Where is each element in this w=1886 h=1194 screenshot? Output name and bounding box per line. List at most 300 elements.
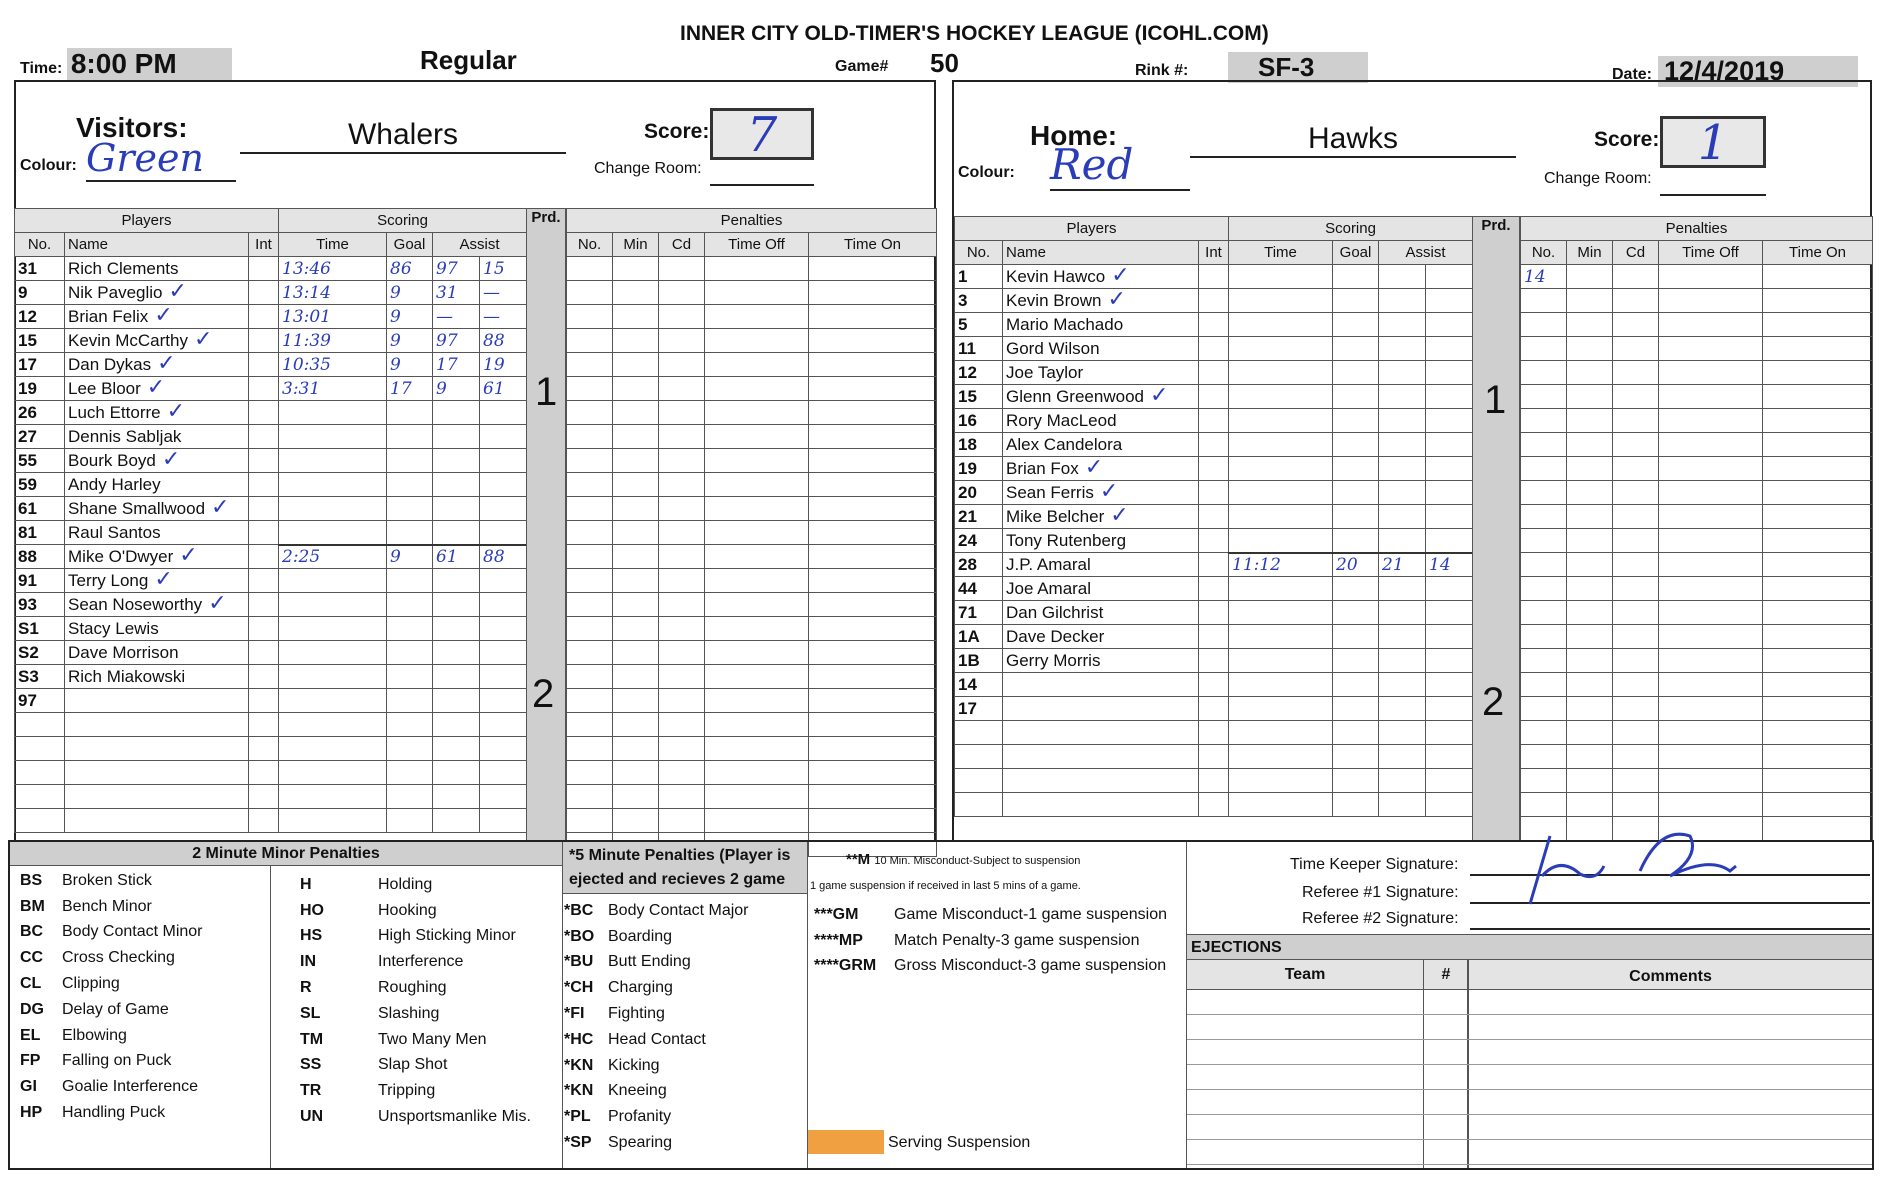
scoring-row [279,305,527,329]
scoring-time [279,737,387,761]
visitors-players-header: Players [15,209,279,233]
penalty-time-off [1659,673,1763,697]
penalty-number [567,713,613,737]
home-players-table [954,216,1229,817]
penalty-description: Match Penalty-3 game suspension [894,931,1140,949]
penalty-number [567,737,613,761]
scoring-row [279,713,527,737]
player-row [15,809,279,833]
penalty-description: Game Misconduct-1 game suspension [894,905,1168,923]
player-name-cell [65,545,249,569]
penalty-row [567,593,937,617]
penalty-cd [1613,673,1659,697]
player-name-cell [1003,313,1199,337]
player-name: Alex Candelora [1006,435,1123,454]
home-scoring-table [1228,216,1473,817]
scoring-assist2 [1426,769,1473,793]
penalty-cd [1613,577,1659,601]
visitors-period-1: 1 [535,370,558,414]
attendance-check-icon: ✓ [166,400,186,423]
scoring-assist2 [480,737,527,761]
penalty-time-on [809,737,937,761]
attendance-check-icon: ✓ [1111,264,1130,287]
player-int [249,809,279,833]
penalty-time-off [1659,265,1763,289]
col-cd: Cd [659,233,705,257]
player-name-cell [65,425,249,449]
penalty-legend-item [300,872,562,898]
scoring-goal [387,761,433,785]
player-row [955,697,1229,721]
scoring-goal: 9 [387,329,433,353]
penalty-min [1567,313,1613,337]
player-name: Gord Wilson [1006,339,1100,358]
scoring-goal: 9 [387,305,433,329]
scoring-assist2 [1426,577,1473,601]
scoring-assist1 [433,425,480,449]
penalty-min [1567,793,1613,817]
penalty-cd [1613,529,1659,553]
player-row [15,281,279,305]
penalty-min [1567,673,1613,697]
scoring-row [1229,457,1473,481]
penalty-code: HO [300,901,324,919]
penalty-time-on [809,545,937,569]
home-scoring-header: Scoring [1229,217,1473,241]
player-name: Dave Decker [1006,627,1105,646]
ejection-row [1187,1065,1872,1090]
player-name-cell [1003,289,1199,313]
col-time-on: Time On [809,233,937,257]
minor-divider [270,866,271,1168]
penalty-number [1521,745,1567,769]
visitors-label: Visitors: [76,112,188,143]
player-row [955,481,1229,505]
scoring-time [1229,673,1333,697]
player-int [1199,481,1229,505]
penalty-code: SS [300,1056,322,1074]
player-name: Dennis Sabljak [68,427,182,446]
player-row [955,793,1229,817]
scoring-assist1 [1379,385,1426,409]
scoring-assist2 [1426,361,1473,385]
minor-penalties-right [300,872,562,1130]
scoring-row [279,521,527,545]
player-int [1199,649,1229,673]
home-colour-label: Colour: [958,164,1015,181]
col-goal: Goal [1333,241,1379,265]
penalty-row [1521,769,1873,793]
referee2-signature-line[interactable] [1470,928,1870,930]
player-name-cell [1003,625,1199,649]
visitors-change-room-label: Change Room: [594,160,702,177]
player-int [1199,313,1229,337]
penalty-description: Body Contact Major [608,901,749,919]
penalty-row [567,377,937,401]
penalty-description: Kicking [608,1056,660,1074]
scoring-goal [1333,601,1379,625]
player-int [1199,673,1229,697]
penalty-time-on [1763,361,1873,385]
penalty-description: Broken Stick [62,871,152,889]
player-row [955,289,1229,313]
scoring-time [1229,649,1333,673]
scoring-assist1 [433,689,480,713]
scoring-goal: 17 [387,377,433,401]
penalty-row [1521,553,1873,577]
home-score-label: Score: [1594,128,1660,151]
player-int [249,569,279,593]
col-name: Name [1003,241,1199,265]
scoring-assist2 [1426,793,1473,817]
home-change-room-line [1660,194,1766,196]
scoring-assist1 [433,665,480,689]
penalty-legend-item [300,924,562,950]
visitors-score-label: Score: [644,120,710,143]
ejection-row [1187,1040,1872,1065]
scoring-goal: 9 [387,545,433,569]
penalty-cd [659,401,705,425]
scoring-goal [387,521,433,545]
player-number: 11 [955,337,1003,361]
attendance-check-icon: ✓ [161,448,181,471]
player-name-cell [1003,577,1199,601]
player-number: 14 [955,673,1003,697]
scoring-time [1229,769,1333,793]
game-value: 50 [930,48,959,78]
scoring-time [1229,385,1333,409]
penalty-code: *CH [564,979,594,997]
penalty-number [1521,313,1567,337]
penalty-time-off [1659,409,1763,433]
penalty-number [1521,721,1567,745]
scoring-assist2 [480,617,527,641]
penalty-min [613,713,659,737]
player-row [15,689,279,713]
scoring-assist1 [1379,505,1426,529]
player-int [249,377,279,401]
scoring-row [279,665,527,689]
scoring-assist1 [433,497,480,521]
penalty-cd [1613,793,1659,817]
penalty-time-off [1659,649,1763,673]
player-row [955,625,1229,649]
penalty-legend-item [20,1074,270,1100]
player-int [1199,385,1229,409]
penalty-min [613,305,659,329]
penalty-legend-item [564,898,806,924]
player-number: 28 [955,553,1003,577]
penalty-time-on [809,377,937,401]
scoring-time [1229,409,1333,433]
scoring-goal [1333,697,1379,721]
player-int [1199,577,1229,601]
scoring-assist1 [433,785,480,809]
player-int [249,641,279,665]
player-int [249,713,279,737]
player-int [1199,409,1229,433]
attendance-check-icon: ✓ [146,376,166,399]
scoring-goal [387,617,433,641]
penalty-time-off [1659,481,1763,505]
scoring-assist1: 9 [433,377,480,401]
penalty-time-on [1763,337,1873,361]
penalty-time-off [1659,793,1763,817]
penalty-number [1521,601,1567,625]
player-name-cell [65,473,249,497]
player-name-cell [1003,505,1199,529]
ejection-row [1187,1140,1872,1165]
penalty-description: Goalie Interference [62,1078,199,1096]
penalty-time-off [705,281,809,305]
player-name: Brian Felix [68,307,149,326]
penalty-time-off [705,497,809,521]
penalty-time-off [705,665,809,689]
scoring-row [1229,553,1473,577]
player-number: 1A [955,625,1003,649]
scoring-time [1229,697,1333,721]
player-number: 55 [15,449,65,473]
player-number: 16 [955,409,1003,433]
col-time-off: Time Off [705,233,809,257]
penalty-time-on [1763,289,1873,313]
penalty-legend-item [564,1027,806,1053]
player-number [15,785,65,809]
scoring-goal: 86 [387,257,433,281]
penalty-number [1521,289,1567,313]
penalty-time-on [809,401,937,425]
referee2-signature-label: Referee #2 Signature: [1302,910,1459,927]
penalty-code: TM [300,1030,324,1048]
scoring-assist2 [1426,457,1473,481]
scoring-time [1229,721,1333,745]
penalty-number [567,377,613,401]
scoring-time [1229,481,1333,505]
visitors-penalties-table [566,208,937,857]
penalty-time-on [1763,769,1873,793]
attendance-check-icon: ✓ [179,544,198,567]
scoring-goal: 20 [1333,553,1379,577]
penalty-description: Butt Ending [608,953,691,971]
penalty-row [567,761,937,785]
scoring-row [279,377,527,401]
penalty-legend-item [300,975,562,1001]
scoring-time [1229,505,1333,529]
player-name-cell [65,569,249,593]
player-name-cell [1003,697,1199,721]
penalty-number [1521,481,1567,505]
scoring-row [1229,745,1473,769]
attendance-check-icon: ✓ [1099,480,1119,503]
scoring-assist1: 97 [433,329,480,353]
scoring-assist2 [480,665,527,689]
penalty-cd [659,449,705,473]
player-int [1199,433,1229,457]
scoring-time [279,689,387,713]
penalty-time-on [1763,385,1873,409]
penalty-min [613,257,659,281]
penalty-cd [659,785,705,809]
scoring-assist2 [1426,697,1473,721]
penalty-time-on [809,257,937,281]
penalty-row [1521,313,1873,337]
player-number: 5 [955,313,1003,337]
ejection-row [1187,990,1872,1015]
scoring-goal [1333,625,1379,649]
player-name: Mario Machado [1006,315,1124,334]
scoring-assist2 [480,401,527,425]
penalty-row [567,665,937,689]
player-name-cell [1003,481,1199,505]
penalty-number [1521,361,1567,385]
player-number: 24 [955,529,1003,553]
player-number [15,761,65,785]
scoring-row [1229,529,1473,553]
penalty-code: GI [20,1078,37,1096]
player-number: 93 [15,593,65,617]
player-number [955,721,1003,745]
visitors-penalties-header: Penalties [567,209,937,233]
player-row [15,425,279,449]
penalty-legend-item [300,1078,562,1104]
penalty-time-off [705,617,809,641]
player-number: S2 [15,641,65,665]
penalty-cd [659,425,705,449]
penalty-description: Falling on Puck [62,1052,172,1070]
penalty-legend-item [564,1053,806,1079]
scoring-row [1229,721,1473,745]
penalty-number [1521,793,1567,817]
penalty-code: ***GM [814,905,859,923]
penalty-time-on [1763,481,1873,505]
scoring-assist1 [1379,745,1426,769]
penalty-number [567,569,613,593]
scoring-row [1229,481,1473,505]
player-name: Sean Noseworthy [68,595,203,614]
penalty-time-on [809,281,937,305]
scoring-row [279,641,527,665]
col-time: Time [1229,241,1333,265]
scoring-time: 3:31 [279,377,387,401]
player-int [249,593,279,617]
player-name-cell [1003,793,1199,817]
penalty-time-on [1763,625,1873,649]
penalty-time-on [1763,577,1873,601]
penalty-legend-item [564,1001,806,1027]
penalty-min [613,593,659,617]
major-penalties-list [564,898,806,1156]
scoring-assist1 [1379,577,1426,601]
scoring-row [1229,577,1473,601]
penalty-code: HS [300,927,323,945]
player-name-cell [1003,265,1199,289]
penalty-time-on [1763,313,1873,337]
penalty-row [1521,793,1873,817]
home-score: 1 [1660,116,1766,168]
penalty-time-off [1659,361,1763,385]
penalty-cd [1613,433,1659,457]
col-no: No. [15,233,65,257]
scoring-row [1229,769,1473,793]
scoring-goal [1333,793,1379,817]
player-int [1199,745,1229,769]
penalty-cd [659,569,705,593]
ejections-comments-header: Comments [1629,968,1712,985]
penalty-time-on [809,593,937,617]
penalty-code: *HC [564,1030,594,1048]
penalty-time-on [1763,553,1873,577]
penalty-code: R [300,979,312,997]
scoring-goal [1333,409,1379,433]
scoring-assist1 [433,401,480,425]
penalty-description: Handling Puck [62,1104,166,1122]
penalty-number [567,593,613,617]
home-team: Hawks [1190,122,1516,158]
player-name-cell [65,617,249,641]
player-row [955,409,1229,433]
penalty-code: DG [20,1000,44,1018]
penalty-number [567,305,613,329]
penalty-code: ****GRM [814,957,877,975]
penalty-time-off [1659,313,1763,337]
scoring-goal [1333,481,1379,505]
penalty-time-on [809,689,937,713]
penalty-min [1567,577,1613,601]
player-name: Kevin Hawco [1006,267,1106,286]
ejections-team-header: Team [1284,966,1326,983]
player-name-cell [65,713,249,737]
penalty-min [613,641,659,665]
player-name-cell [1003,769,1199,793]
scoring-time [1229,313,1333,337]
scoring-assist1 [433,713,480,737]
player-name: Sean Ferris [1006,483,1094,502]
player-row [955,385,1229,409]
penalty-row [1521,673,1873,697]
scoring-row [1229,601,1473,625]
penalty-cd [1613,385,1659,409]
player-name-cell [1003,721,1199,745]
penalty-legend-item [564,1130,806,1156]
penalty-row [1521,433,1873,457]
scoring-assist2 [1426,745,1473,769]
scoring-assist1 [433,641,480,665]
penalty-row [567,281,937,305]
scoring-time: 13:14 [279,281,387,305]
scoring-row [279,353,527,377]
major-penalties-title [563,842,807,894]
scoring-time [279,617,387,641]
penalty-number [1521,385,1567,409]
player-name: J.P. Amaral [1006,555,1091,574]
scoring-goal [387,425,433,449]
penalty-number [567,257,613,281]
col-no: No. [955,241,1003,265]
col-int: Int [249,233,279,257]
penalty-cd [1613,265,1659,289]
penalty-time-off [1659,505,1763,529]
player-name-cell [1003,601,1199,625]
scoring-row [279,281,527,305]
player-row [15,449,279,473]
player-row [15,545,279,569]
penalty-min [1567,265,1613,289]
penalty-time-off [1659,529,1763,553]
penalty-number [1521,649,1567,673]
player-number: 59 [15,473,65,497]
scoring-time [279,785,387,809]
scoring-time [1229,289,1333,313]
